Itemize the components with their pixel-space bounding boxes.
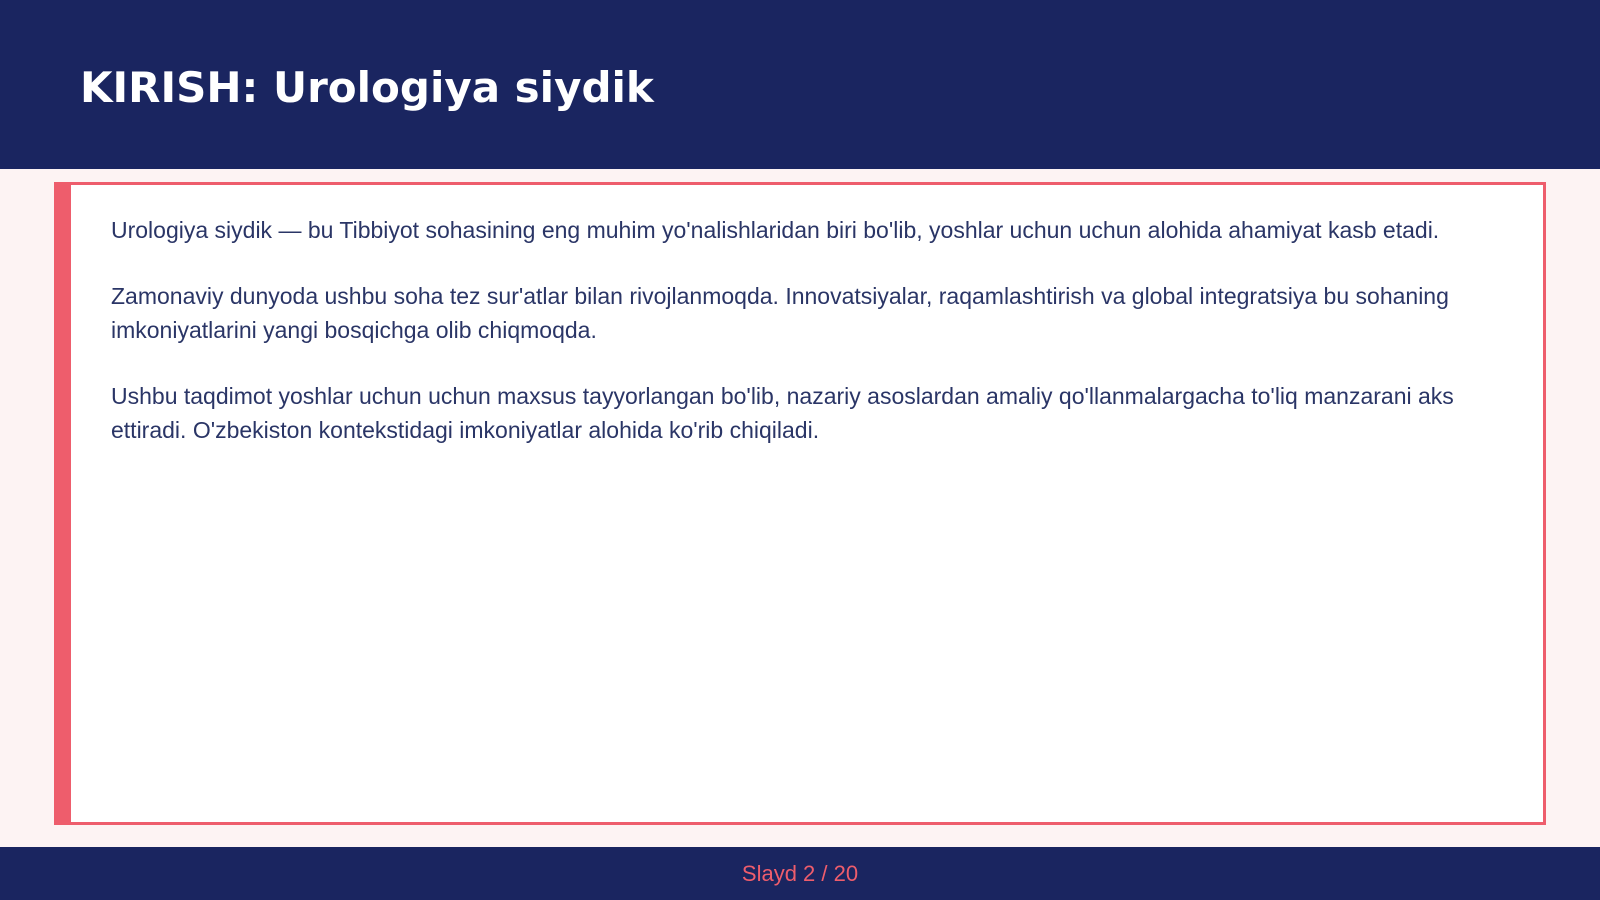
slide-header xyxy=(0,0,1600,169)
content-card xyxy=(54,182,1546,825)
paragraph-list xyxy=(111,213,1511,479)
paragraph: Zamonaviy dunyoda ushbu soha tez sur'atlar bilan rivojlanmoqda. Innovatsiyalar, raqamlashtirish va global integratsiya bu sohaning imkoniyatlarini yangi bosqichga olib chiqmoqda. xyxy=(111,283,1449,343)
slide-title: KIRISH: Urologiya siydik xyxy=(80,63,654,112)
paragraph: Urologiya siydik — bu Tibbiyot sohasining eng muhim yo'nalishlaridan biri bo'lib, yoshlar uchun uchun alohida ahamiyat kasb etadi. xyxy=(111,217,1440,243)
paragraph: Ushbu taqdimot yoshlar uchun uchun maxsus tayyorlangan bo'lib, nazariy asoslardan amaliy qo'llanmalargacha to'liq manzarani aks ettiradi. O'zbekiston kontekstidagi imkoniyatlar alohida ko'rib chiqiladi. xyxy=(111,383,1454,443)
slide-footer xyxy=(0,847,1600,900)
slide-number: Slayd 2 / 20 xyxy=(741,861,859,886)
